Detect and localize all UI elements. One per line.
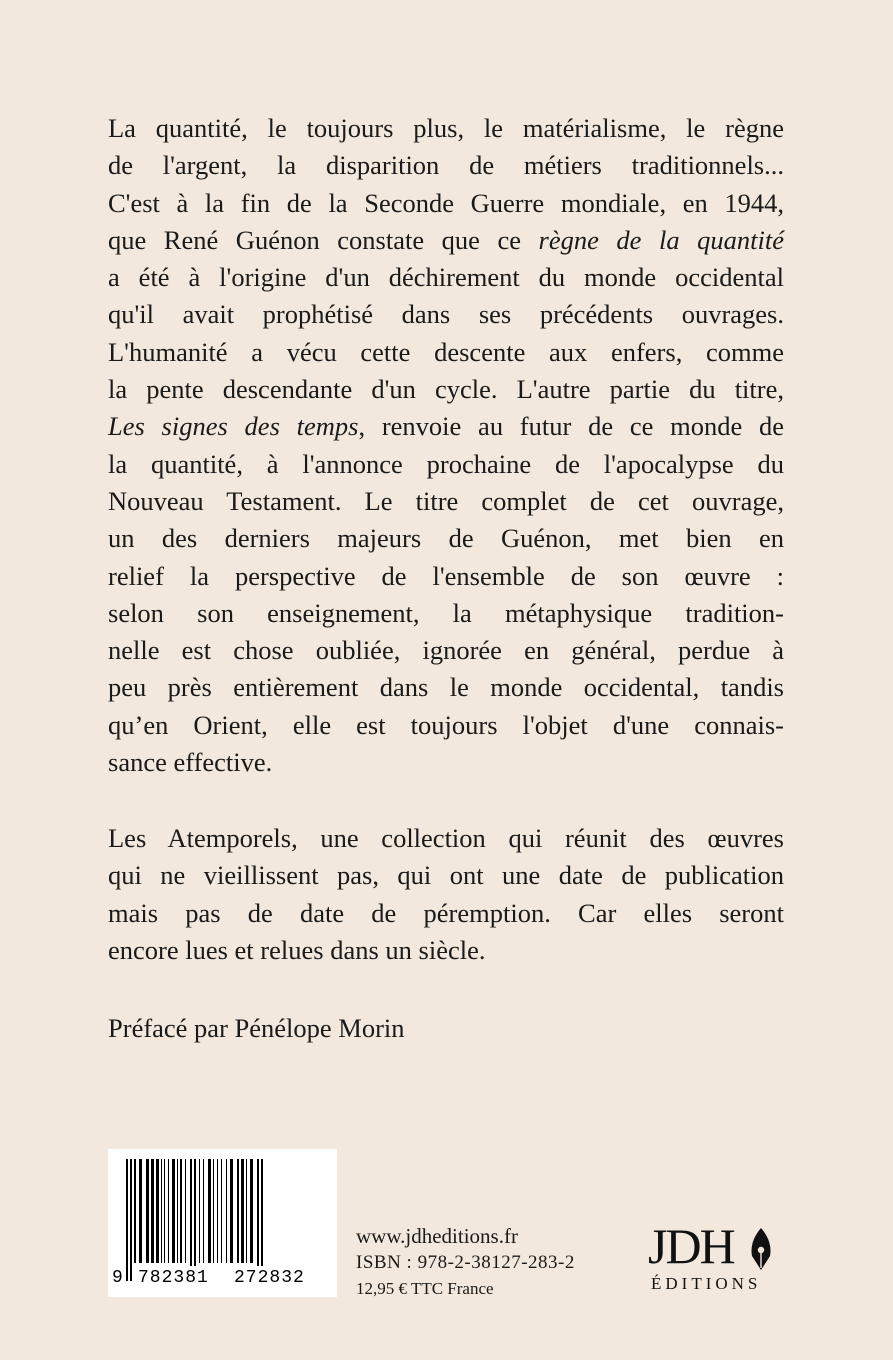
barcode-bar bbox=[203, 1159, 204, 1263]
isbn-barcode bbox=[108, 1149, 337, 1297]
text-line: un des derniers majeurs de Guénon, met bien en bbox=[108, 523, 784, 554]
text-fragment: que René Guénon constate que ce bbox=[108, 224, 539, 255]
text-line: C'est à la fin de la Seconde Guerre mondiale, en 1944, bbox=[108, 187, 784, 218]
barcode-bar bbox=[168, 1159, 169, 1263]
text-line: nelle est chose oubliée, ignorée en général, perdue à bbox=[108, 635, 784, 666]
logo-text: JDH bbox=[648, 1218, 734, 1274]
barcode-bar bbox=[164, 1159, 165, 1263]
barcode-bar bbox=[250, 1159, 253, 1263]
barcode-bar bbox=[180, 1159, 182, 1263]
barcode-bar bbox=[221, 1159, 222, 1263]
barcode-lead-digit: 9 bbox=[112, 1268, 124, 1288]
barcode-bar bbox=[199, 1159, 200, 1263]
barcode-bar bbox=[257, 1159, 259, 1281]
barcode-bar bbox=[177, 1159, 178, 1263]
barcode-bar bbox=[126, 1159, 128, 1281]
text-line bbox=[108, 222, 784, 259]
text-line: L'humanité a vécu cette descente aux enfers, comme bbox=[108, 336, 784, 367]
text-line: a été à l'origine d'un déchirement du monde occidental bbox=[108, 262, 784, 293]
text-line: qu’en Orient, elle est toujours l'objet d'une connais- bbox=[108, 709, 784, 740]
barcode-bar bbox=[134, 1159, 136, 1263]
barcode-bar bbox=[230, 1159, 233, 1263]
text-line: sance effective. bbox=[108, 747, 273, 778]
collection-paragraph bbox=[108, 820, 784, 969]
barcode-bar bbox=[161, 1159, 162, 1263]
publisher-info bbox=[356, 1222, 575, 1302]
barcode-bar bbox=[241, 1159, 244, 1263]
barcode-right-digits: 272832 bbox=[228, 1266, 311, 1290]
barcode-bar bbox=[172, 1159, 175, 1263]
text-line: mais pas de date de péremption. Car elles seront bbox=[108, 897, 784, 928]
text-line: qui ne vieillissent pas, qui ont une date de publication bbox=[108, 860, 784, 891]
barcode-bar bbox=[217, 1159, 218, 1263]
italic-title-fragment: règne de la quantité bbox=[538, 224, 784, 255]
text-line bbox=[108, 408, 784, 445]
barcode-bar bbox=[151, 1159, 154, 1263]
text-line: la quantité, à l'annonce prochaine de l'apocalypse du bbox=[108, 448, 784, 479]
barcode-bar bbox=[194, 1159, 196, 1281]
text-line: La quantité, le toujours plus, le matérialisme, le règne bbox=[108, 113, 784, 143]
price-label: 12,95 € TTC France bbox=[356, 1279, 494, 1298]
text-line: Nouveau Testament. Le titre complet de cet ouvrage, bbox=[108, 485, 784, 516]
barcode-bar bbox=[261, 1159, 263, 1281]
text-line: la pente descendante d'un cycle. L'autre partie du titre, bbox=[108, 374, 784, 405]
italic-title-fragment: Les signes des temps bbox=[108, 411, 359, 442]
barcode-bar bbox=[213, 1159, 214, 1263]
publisher-logo bbox=[648, 1218, 778, 1298]
barcode-bar bbox=[139, 1159, 142, 1263]
isbn-number: ISBN : 978-2-38127-283-2 bbox=[356, 1252, 575, 1273]
text-line: de l'argent, la disparition de métiers traditionnels... bbox=[108, 150, 784, 181]
preface-credit: Préfacé par Pénélope Morin bbox=[108, 1013, 405, 1043]
text-line: selon son enseignement, la métaphysique tradition- bbox=[108, 597, 784, 628]
text-line: peu près entièrement dans le monde occidental, tandis bbox=[108, 672, 784, 703]
text-line: Les Atemporels, une collection qui réunit des œuvres bbox=[108, 823, 784, 853]
barcode-bar bbox=[237, 1159, 239, 1263]
text-line: relief la perspective de l'ensemble de son œuvre : bbox=[108, 560, 784, 591]
pen-nib-icon bbox=[748, 1226, 774, 1272]
publisher-website[interactable]: www.jdheditions.fr bbox=[356, 1224, 518, 1248]
barcode-bar bbox=[190, 1159, 192, 1281]
barcode-bar bbox=[226, 1159, 227, 1263]
text-line: qu'il avait prophétisé dans ses précédents ouvrages. bbox=[108, 299, 784, 330]
text-fragment: , renvoie au futur de ce monde de bbox=[358, 411, 784, 442]
barcode-bar bbox=[246, 1159, 247, 1263]
logo-subtitle: ÉDITIONS bbox=[651, 1274, 762, 1293]
barcode-bar bbox=[156, 1159, 159, 1263]
text-line: encore lues et relues dans un siècle. bbox=[108, 934, 486, 965]
barcode-bar bbox=[208, 1159, 211, 1263]
summary-paragraph bbox=[108, 110, 784, 781]
barcode-bar bbox=[185, 1159, 186, 1263]
barcode-bar bbox=[146, 1159, 149, 1263]
barcode-left-digits: 782381 bbox=[132, 1266, 215, 1290]
barcode-bar bbox=[130, 1159, 132, 1281]
